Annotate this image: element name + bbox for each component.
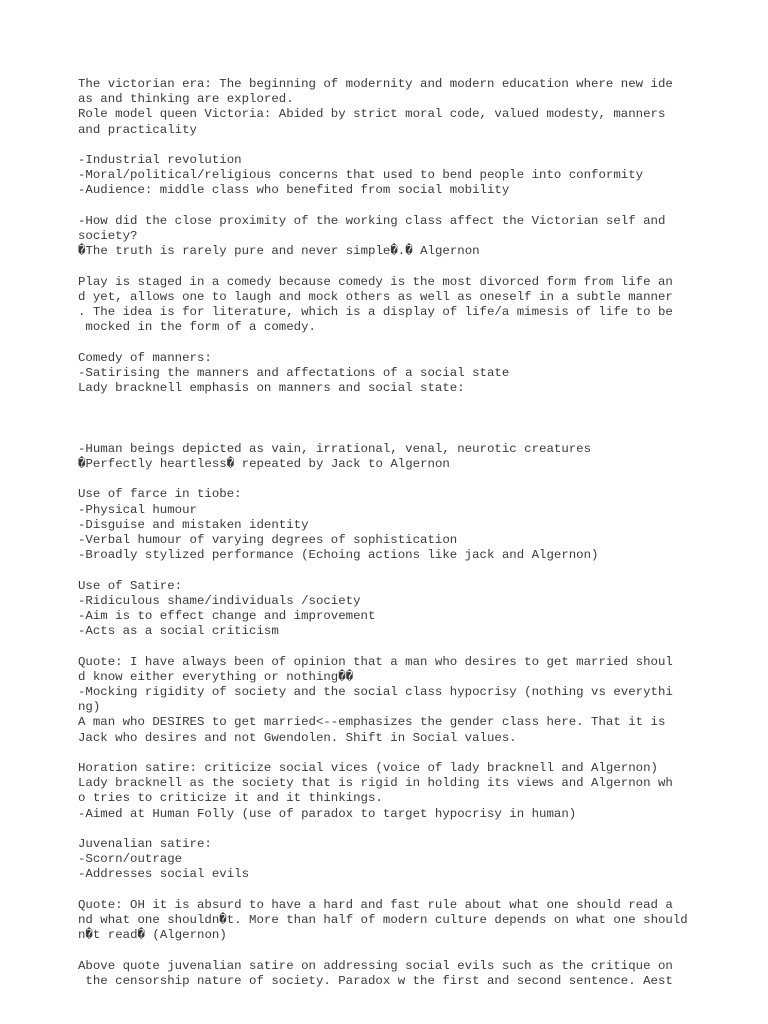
text-line: o tries to criticize it and it thinkings.: [78, 791, 383, 806]
text-line: �The truth is rarely pure and never simple�.� Algernon: [78, 244, 480, 259]
text-line: nd what one shouldn�t. More than half of modern culture depends on what one should: [78, 912, 688, 927]
text-line: -Mocking rigidity of society and the social class hypocrisy (nothing vs everythi: [78, 684, 673, 699]
text-line: Jack who desires and not Gwendolen. Shift in Social values.: [78, 730, 517, 745]
blank-line: [78, 199, 738, 214]
text-line: �Perfectly heartless� repeated by Jack to Algernon: [78, 456, 450, 471]
text-line: mocked in the form of a comedy.: [78, 320, 316, 335]
text-line: -Ridiculous shame/individuals /society: [78, 593, 361, 608]
text-line: . The idea is for literature, which is a display of life/a mimesis of life to be: [78, 305, 673, 319]
text-line: Lady bracknell emphasis on manners and social state:: [78, 381, 465, 395]
text-line: -Disguise and mistaken identity: [78, 517, 309, 532]
text-line: Use of Satire:: [78, 578, 183, 593]
blank-line: [78, 472, 738, 487]
blank-line: [78, 563, 738, 578]
blank-line: [78, 138, 738, 153]
text-line: Comedy of manners:: [78, 350, 212, 365]
text-line: -Industrial revolution: [78, 153, 242, 167]
text-line: -Addresses social evils: [78, 867, 250, 882]
text-line: Horation satire: criticize social vices (voice of lady bracknell and Algernon): [78, 760, 658, 775]
blank-line: [78, 259, 738, 274]
text-line: d yet, allows one to laugh and mock others as well as oneself in a subtle manner: [78, 289, 673, 304]
text-line: ng): [78, 700, 101, 715]
blank-line: [78, 883, 738, 898]
blank-line: [78, 335, 738, 350]
text-line: -Aim is to effect change and improvement: [78, 608, 376, 623]
text-line: and practicality: [78, 122, 197, 137]
text-line: -Satirising the manners and affectations of a social state: [78, 365, 510, 380]
text-line: -Human beings depicted as vain, irrational, venal, neurotic creatures: [78, 441, 592, 456]
text-line: Quote: OH it is absurd to have a hard and fast rule about what one should read a: [78, 897, 673, 912]
text-line: -Verbal humour of varying degrees of sophistication: [78, 532, 458, 547]
text-line: d know either everything or nothing��: [78, 669, 354, 684]
text-line: n�t read� (Algernon): [78, 928, 227, 943]
text-line: -Broadly stylized performance (Echoing actions like jack and Algernon): [78, 548, 599, 563]
text-line: -Aimed at Human Folly (use of paradox to target hypocrisy in human): [78, 806, 577, 821]
text-line: as and thinking are explored.: [78, 92, 294, 107]
text-line: -How did the close proximity of the working class affect the Victorian self and: [78, 213, 666, 228]
text-line: Quote: I have always been of opinion that a man who desires to get married shoul: [78, 654, 673, 669]
blank-line: [78, 746, 738, 761]
text-line: the censorship nature of society. Paradox w the first and second sentence. Aest: [78, 973, 673, 988]
text-line: Play is staged in a comedy because comedy is the most divorced form from life an: [78, 274, 673, 289]
blank-line: [78, 639, 738, 654]
document-body: [78, 77, 738, 989]
text-line: Lady bracknell as the society that is rigid in holding its views and Algernon wh: [78, 776, 673, 791]
blank-line: [78, 427, 738, 442]
text-line: -Scorn/outrage: [78, 852, 183, 867]
text-line: Above quote juvenalian satire on addressing social evils such as the critique on: [78, 958, 673, 973]
text-line: -Audience: middle class who benefited from social mobility: [78, 183, 510, 198]
text-line: society?: [78, 229, 138, 243]
text-line: Juvenalian satire:: [78, 836, 212, 851]
text-line: -Physical humour: [78, 502, 197, 517]
blank-line: [78, 396, 738, 411]
text-line: The victorian era: The beginning of modernity and modern education where new ide: [78, 77, 673, 91]
text-line: -Acts as a social criticism: [78, 624, 279, 639]
blank-line: [78, 822, 738, 837]
text-line: A man who DESIRES to get married<--emphasizes the gender class here. That it is: [78, 715, 666, 730]
blank-line: [78, 943, 738, 958]
text-line: Use of farce in tiobe:: [78, 487, 242, 502]
blank-line: [78, 411, 738, 426]
text-line: Role model queen Victoria: Abided by strict moral code, valued modesty, manners: [78, 107, 666, 122]
text-line: -Moral/political/religious concerns that used to bend people into conformity: [78, 168, 644, 183]
